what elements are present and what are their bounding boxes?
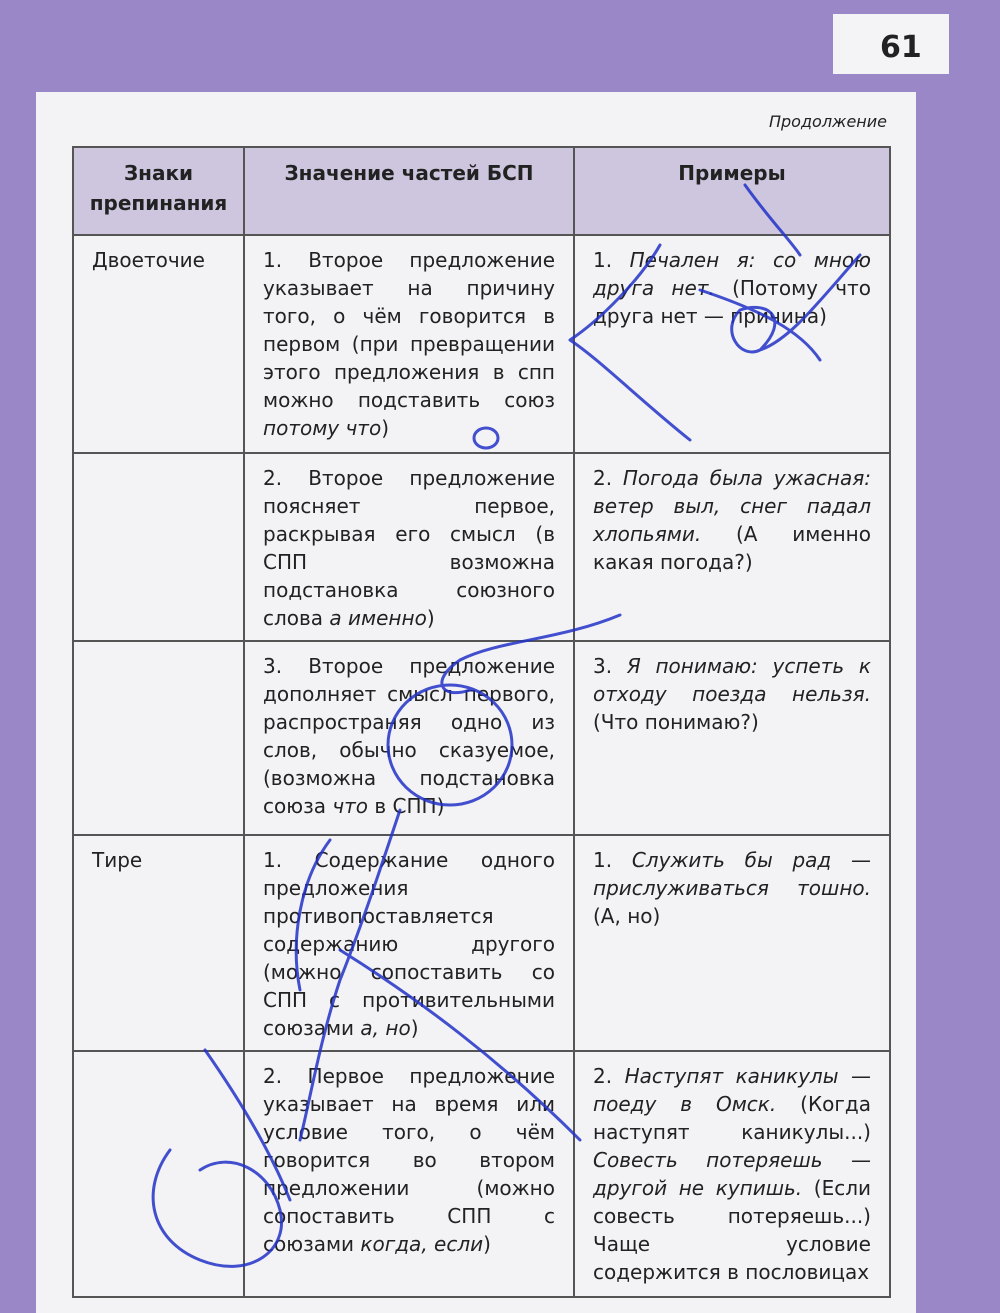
sign-cell bbox=[73, 641, 244, 835]
page-number: 61 bbox=[880, 30, 922, 65]
table-header-row bbox=[73, 147, 890, 235]
meaning-cell bbox=[244, 1051, 574, 1297]
text: (Когда наступят каникулы...) bbox=[593, 1092, 872, 1144]
text: (А именно какая погода?) bbox=[593, 522, 871, 574]
italic-text: Совесть потеряешь — другой не купишь. bbox=[593, 1148, 871, 1200]
meaning-cell bbox=[244, 235, 574, 453]
text: 2. bbox=[593, 1064, 625, 1088]
example-cell bbox=[574, 235, 890, 453]
example-cell bbox=[574, 453, 890, 641]
italic-text: что bbox=[332, 794, 369, 818]
example-cell bbox=[574, 835, 890, 1051]
text: 1. Содержание одного предложения противопоставляется содержанию другого (можно сопоставить со СПП с противительными союзами bbox=[263, 848, 555, 1040]
sign-cell: Двоеточие bbox=[73, 235, 244, 453]
header-meaning: Значение частей БСП bbox=[244, 147, 574, 235]
text: 3. Второе предложение дополняет смысл первого, распространяя одно из слов, обычно сказуемое, (возможна подстановка союза bbox=[263, 654, 555, 818]
table-row bbox=[73, 1051, 890, 1297]
meaning-cell bbox=[244, 641, 574, 835]
italic-text: потому что bbox=[263, 416, 382, 440]
text: 1. Второе предложение указывает на причину того, о чём говорится в первом (при превращении этого предложения в спп можно подставить союз bbox=[263, 248, 555, 412]
text: 1. bbox=[593, 248, 630, 272]
table-row bbox=[73, 235, 890, 453]
meaning-cell bbox=[244, 835, 574, 1051]
text: 2. bbox=[593, 466, 623, 490]
italic-text: Погода была ужасная: ветер выл, снег падал хлопьями. bbox=[593, 466, 871, 546]
italic-text: Служить бы рад — прислуживаться тошно. bbox=[593, 848, 871, 900]
sign-cell bbox=[73, 1051, 244, 1297]
text: в СПП) bbox=[368, 794, 445, 818]
example-cell bbox=[574, 1051, 890, 1297]
text: 1. bbox=[593, 848, 632, 872]
header-signs: Знаки препинания bbox=[73, 147, 244, 235]
table-row bbox=[73, 641, 890, 835]
text: (Потому что друга нет — причина) bbox=[593, 276, 871, 328]
sign-cell bbox=[73, 453, 244, 641]
italic-text: когда, если bbox=[360, 1232, 484, 1256]
text: ) bbox=[483, 1232, 491, 1256]
continuation-label: Продолжение bbox=[768, 112, 887, 131]
text: ) bbox=[426, 606, 435, 630]
punctuation-table bbox=[72, 146, 891, 1298]
italic-text: а именно bbox=[329, 606, 427, 630]
text: 3. bbox=[593, 654, 627, 678]
table-row bbox=[73, 453, 890, 641]
italic-text: а, но bbox=[360, 1016, 411, 1040]
text: (Что понимаю?) bbox=[593, 710, 759, 734]
sign-cell: Тире bbox=[73, 835, 244, 1051]
italic-text: Печален я: со мною друга нет. bbox=[593, 248, 871, 300]
text: 2. Первое предложение указывает на время или условие того, о чём говорится во втором предложении (можно сопоставить СПП с союзами bbox=[263, 1064, 555, 1256]
italic-text: Я понимаю: успеть к отходу поезда нельзя. bbox=[593, 654, 871, 706]
italic-text: Наступят каникулы — поеду в Омск. bbox=[593, 1064, 871, 1116]
text: 2. Второе предложение поясняет первое, раскрывая его смысл (в СПП возможна подстановка союзного слова bbox=[263, 466, 555, 630]
text: ) bbox=[410, 1016, 419, 1040]
header-examples: Примеры bbox=[574, 147, 890, 235]
table-row bbox=[73, 835, 890, 1051]
meaning-cell bbox=[244, 453, 574, 641]
text: (Если совесть потеряешь...) Чаще условие содержится в пословицах bbox=[593, 1176, 871, 1284]
example-cell bbox=[574, 641, 890, 835]
text: ) bbox=[381, 416, 389, 440]
text: (А, но) bbox=[593, 904, 661, 928]
